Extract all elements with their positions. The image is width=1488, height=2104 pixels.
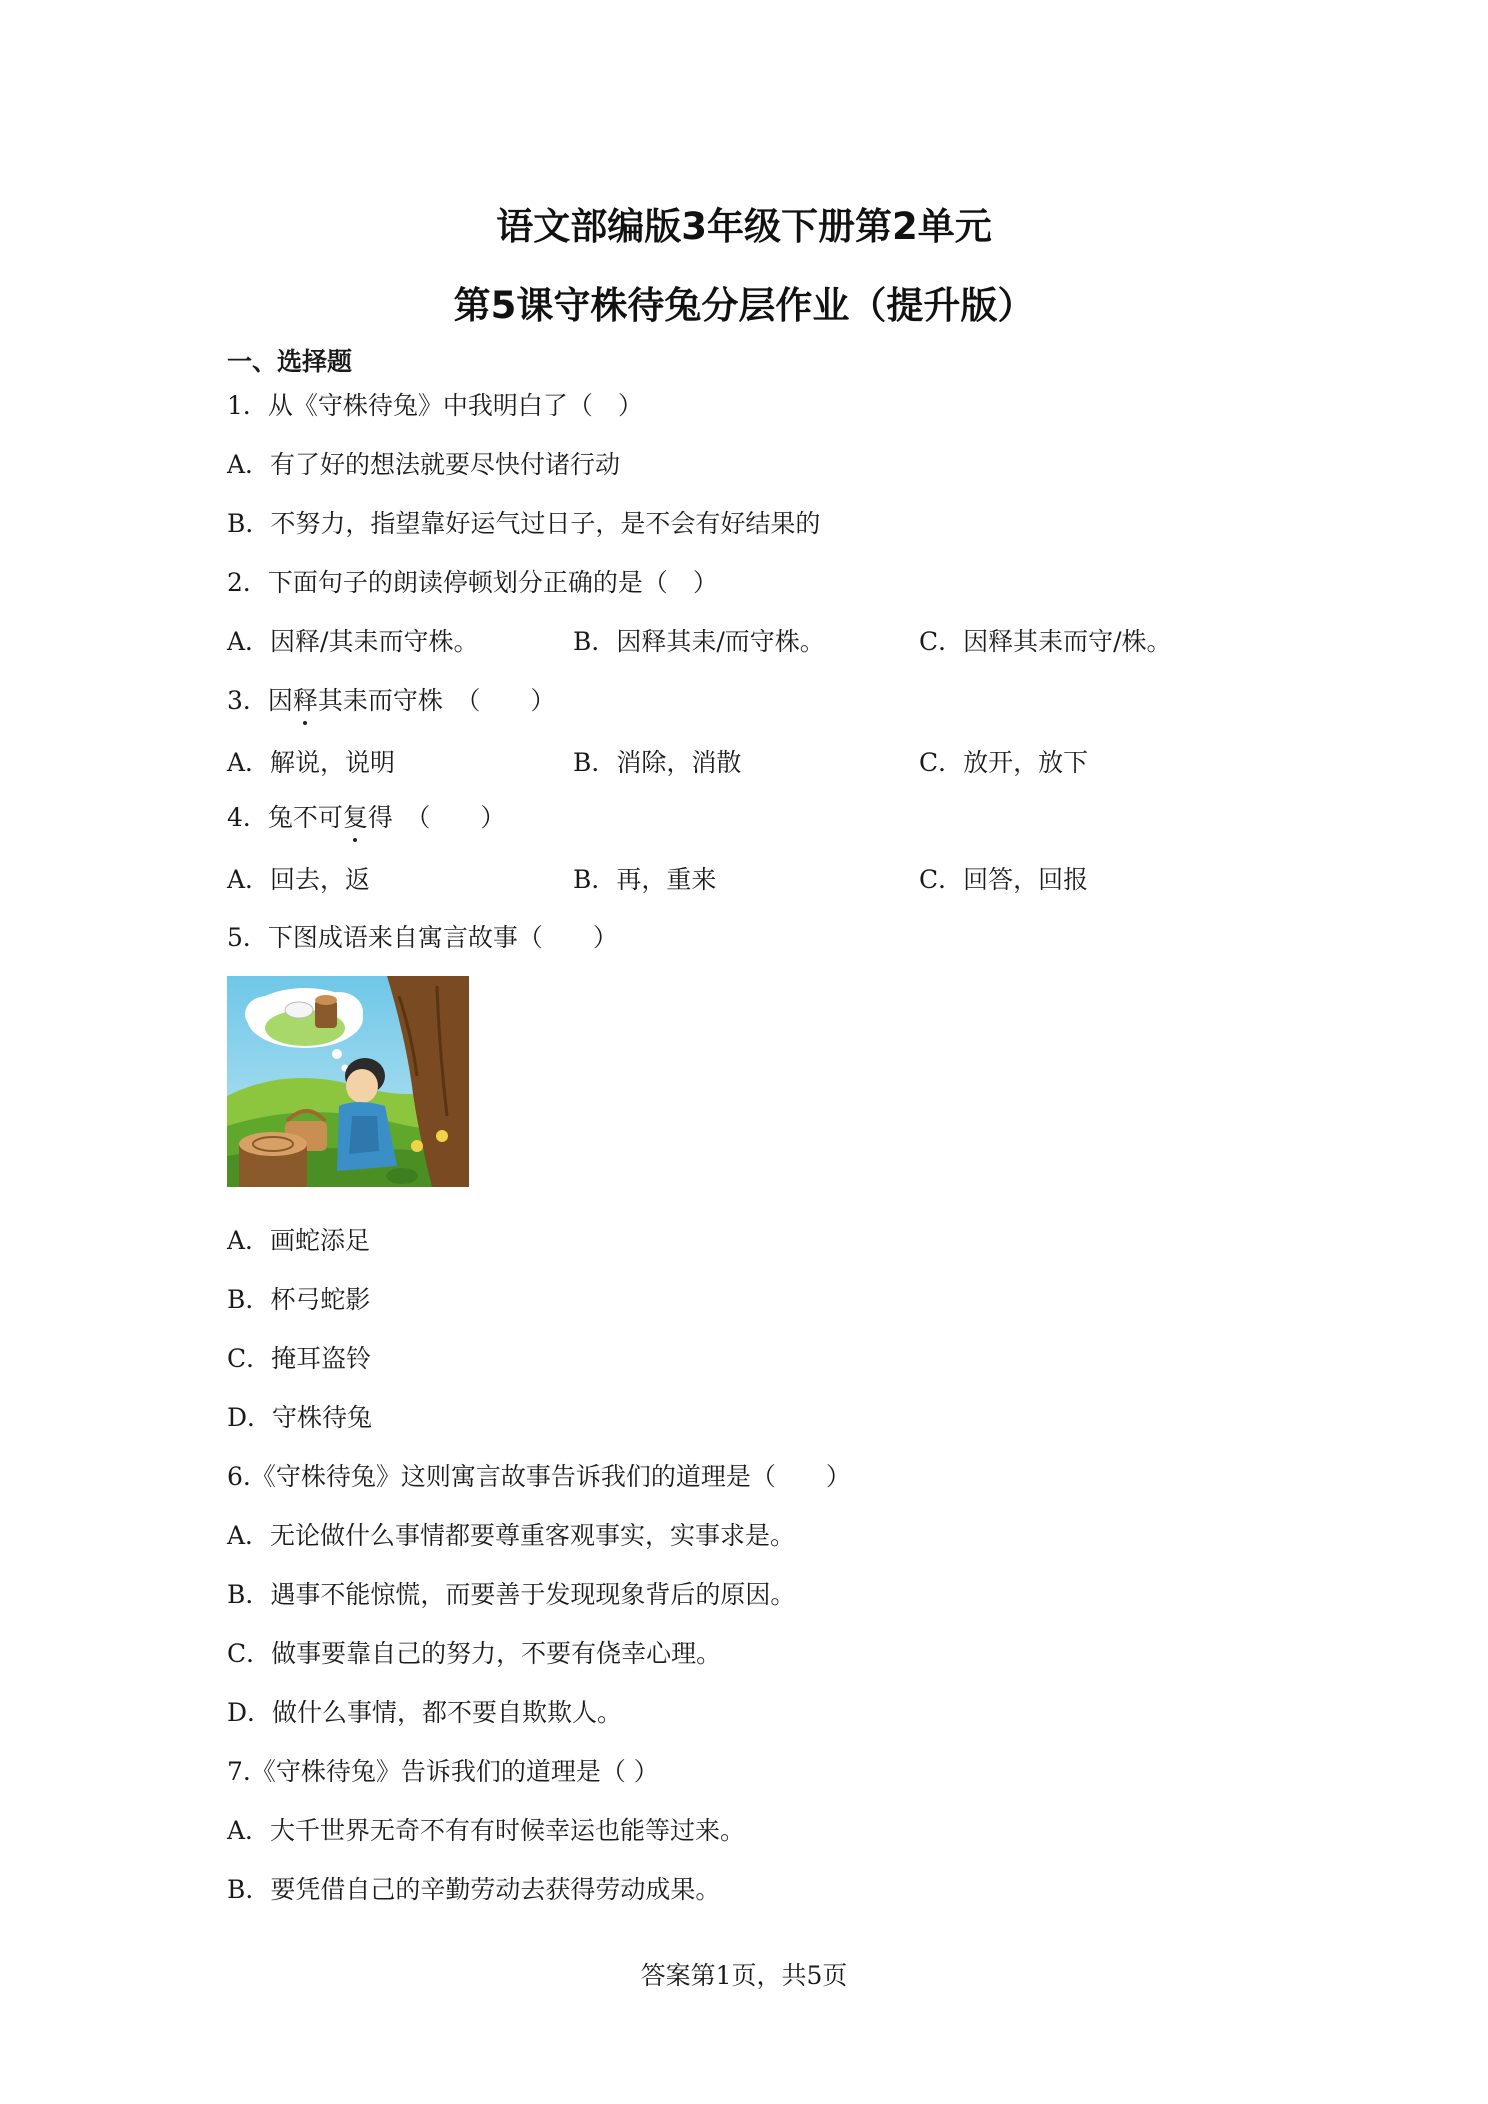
question-3-stem-start: 3．因 (227, 686, 293, 715)
question-4-stem-start: 4．兔不可 (227, 803, 343, 832)
story-illustration (227, 976, 469, 1187)
question-1-stem: 1．从《守株待兔》中我明白了（ ） (227, 391, 643, 420)
question-7-option-a: A．大千世界无奇不有有时候幸运也能等过来。 (227, 1816, 746, 1845)
question-3-stem-end: 其耒而守株 （ ） (317, 686, 556, 715)
question-2-option-b: B．因释其耒/而守株。 (573, 627, 825, 656)
man-sleeping-under-tree-picture (227, 976, 469, 1187)
question-6-option-c: C．做事要靠自己的努力，不要有侥幸心理。 (227, 1639, 722, 1668)
section-heading: 一、选择题 (227, 347, 353, 376)
question-1-option-b: B．不努力，指望靠好运气过日子，是不会有好结果的 (227, 509, 821, 538)
question-3-stem (227, 681, 555, 717)
question-5-option-b: B．杯弓蛇影 (227, 1285, 371, 1314)
question-4-option-a: A．回去，返 (227, 865, 371, 894)
question-3-option-b: B．消除，消散 (573, 748, 742, 777)
question-2-option-c: C．因释其耒而守/株。 (919, 627, 1172, 656)
question-4-dotted-char: 复 (343, 798, 368, 834)
question-3-dotted-char: 释 (293, 681, 318, 717)
question-5-option-a: A．画蛇添足 (227, 1226, 371, 1255)
question-7-stem: 7.《守株待兔》告诉我们的道理是（ ） (227, 1757, 659, 1786)
question-3-option-a: A．解说，说明 (227, 748, 396, 777)
question-4-stem-end: 得 （ ） (367, 803, 506, 832)
page-title-line1: 语文部编版3年级下册第2单元 (496, 205, 992, 248)
page-footer: 答案第1页，共5页 (640, 1961, 848, 1990)
question-4-option-c: C．回答，回报 (919, 865, 1089, 894)
question-1-option-a: A．有了好的想法就要尽快付诸行动 (227, 450, 621, 479)
question-4-option-b: B．再，重来 (573, 865, 717, 894)
question-6-stem: 6.《守株待兔》这则寓言故事告诉我们的道理是（ ） (227, 1462, 851, 1491)
question-6-option-d: D．做什么事情，都不要自欺欺人。 (227, 1698, 623, 1727)
question-2-stem: 2．下面句子的朗读停顿划分正确的是（ ） (227, 568, 718, 597)
question-3-option-c: C．放开，放下 (919, 748, 1089, 777)
page-title-line2: 第5课守株待兔分层作业（提升版） (453, 284, 1035, 327)
question-2-option-a: A．因释/其耒而守株。 (227, 627, 479, 656)
question-6-option-a: A．无论做什么事情都要尊重客观事实，实事求是。 (227, 1521, 796, 1550)
question-4-stem (227, 798, 505, 834)
question-7-option-b: B．要凭借自己的辛勤劳动去获得劳动成果。 (227, 1875, 721, 1904)
question-5-option-c: C．掩耳盗铃 (227, 1344, 372, 1373)
question-6-option-b: B．遇事不能惊慌，而要善于发现现象背后的原因。 (227, 1580, 796, 1609)
question-5-stem: 5．下图成语来自寓言故事（ ） (227, 923, 618, 952)
question-5-option-d: D．守株待兔 (227, 1403, 373, 1432)
